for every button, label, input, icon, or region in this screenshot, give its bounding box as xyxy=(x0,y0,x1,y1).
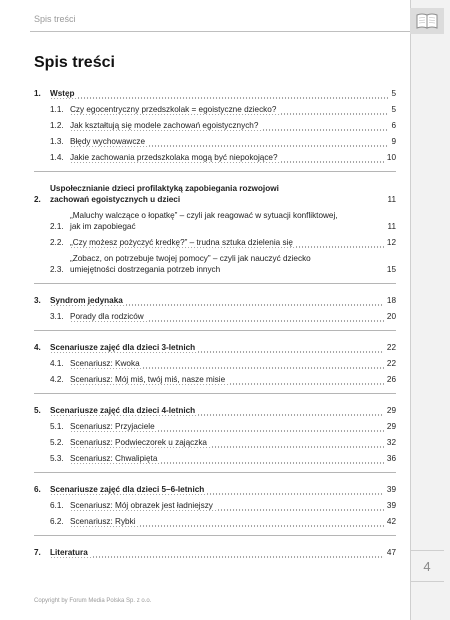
entry-number: 5.1. xyxy=(50,422,64,431)
entry-number: 5.3. xyxy=(50,454,64,463)
entry-title-line: Scenariusze zajęć dla dzieci 3-letnich xyxy=(50,343,198,352)
toc-chapter xyxy=(34,183,396,205)
entry-title xyxy=(70,104,388,115)
page-number: 4 xyxy=(410,550,444,582)
toc-subsection xyxy=(34,437,396,448)
entry-number: 3.1. xyxy=(50,312,64,321)
entry-number: 5.2. xyxy=(50,438,64,447)
right-margin-band xyxy=(410,0,450,620)
entry-number: 7. xyxy=(34,548,41,557)
entry-title xyxy=(70,237,384,248)
entry-page-number: 22 xyxy=(384,342,396,353)
entry-title xyxy=(70,421,384,432)
entry-number: 1.3. xyxy=(50,137,64,146)
toc-section-block xyxy=(34,342,396,394)
entry-title-line: „Zobacz, on potrzebuje twojej pomocy” – czyli jak nauczyć dziecko xyxy=(70,254,314,263)
entry-number: 4.2. xyxy=(50,375,64,384)
page-title: Spis treści xyxy=(34,54,115,71)
entry-title-line: Scenariusz: Mój obrazek jest ładniejszy xyxy=(70,501,216,510)
entry-title-line: Literatura xyxy=(50,548,91,557)
table-of-contents xyxy=(34,88,396,577)
entry-number: 4. xyxy=(34,343,41,352)
entry-title-line: Jakie zachowania przedszkolaka mogą być niepokojące? xyxy=(70,153,281,162)
entry-page-number: 36 xyxy=(384,453,396,464)
toc-section-block xyxy=(34,547,396,566)
entry-title xyxy=(50,88,388,99)
entry-number: 1.2. xyxy=(50,121,64,130)
entry-title xyxy=(50,405,384,416)
entry-title-line: Czy egocentryczny przedszkolak = egoistyczne dziecko? xyxy=(70,105,279,114)
entry-title-line: „Maluchy walczące o łopatkę” – czyli jak reagować w sytuacji konfliktowej, xyxy=(70,211,341,220)
entry-title-line: jak im zapobiegać xyxy=(70,222,139,231)
entry-title xyxy=(70,136,388,147)
entry-title xyxy=(70,152,384,163)
toc-subsection xyxy=(34,453,396,464)
entry-page-number: 11 xyxy=(385,194,397,205)
toc-subsection xyxy=(34,104,396,115)
entry-number: 6.2. xyxy=(50,517,64,526)
entry-title-line: Scenariusz: Podwieczorek u zajączka xyxy=(70,438,210,447)
toc-subsection xyxy=(34,136,396,147)
entry-page-number: 15 xyxy=(384,264,396,275)
entry-number: 2.3. xyxy=(50,265,64,274)
entry-title-line: Scenariusz: Kwoka xyxy=(70,359,143,368)
entry-page-number: 11 xyxy=(385,221,397,232)
entry-number: 2. xyxy=(34,195,41,204)
entry-title xyxy=(50,342,384,353)
toc-chapter xyxy=(34,547,396,558)
toc-subsection xyxy=(34,120,396,131)
entry-title xyxy=(70,500,384,511)
entry-title xyxy=(70,253,384,275)
entry-page-number: 6 xyxy=(388,120,396,131)
entry-title-line: zachowań egoistycznych u dzieci xyxy=(50,195,183,204)
toc-subsection xyxy=(34,210,396,232)
toc-subsection xyxy=(34,374,396,385)
entry-page-number: 29 xyxy=(384,405,396,416)
toc-subsection xyxy=(34,500,396,511)
entry-title-line: Scenariusz: Chwalipięta xyxy=(70,454,160,463)
running-header: Spis treści xyxy=(34,14,76,24)
entry-title xyxy=(70,516,384,527)
entry-title-line: Błędy wychowawcze xyxy=(70,137,148,146)
entry-page-number: 18 xyxy=(384,295,396,306)
entry-title-line: Wstęp xyxy=(50,89,78,98)
entry-title-line: „Czy możesz pożyczyć kredkę?” – trudna sztuka dzielenia się xyxy=(70,238,296,247)
toc-subsection xyxy=(34,311,396,322)
entry-title-line: umiejętności dostrzegania potrzeb innych xyxy=(70,265,223,274)
entry-number: 1.4. xyxy=(50,153,64,162)
entry-page-number: 39 xyxy=(384,484,396,495)
entry-number: 2.2. xyxy=(50,238,64,247)
entry-number: 6.1. xyxy=(50,501,64,510)
entry-title xyxy=(70,358,384,369)
entry-number: 1. xyxy=(34,89,41,98)
toc-chapter xyxy=(34,88,396,99)
entry-number: 5. xyxy=(34,406,41,415)
entry-title xyxy=(70,311,384,322)
toc-subsection xyxy=(34,421,396,432)
header-rule xyxy=(30,31,410,32)
entry-number: 3. xyxy=(34,296,41,305)
toc-chapter xyxy=(34,484,396,495)
entry-number: 1.1. xyxy=(50,105,64,114)
entry-title-line: Jak kształtują się modele zachowań egoistycznych? xyxy=(70,121,261,130)
book-icon-box xyxy=(410,8,444,34)
entry-title-line: Scenariusz: Mój miś, twój miś, nasze misie xyxy=(70,375,228,384)
entry-page-number: 32 xyxy=(384,437,396,448)
entry-title-line: Porady dla rodziców xyxy=(70,312,147,321)
entry-page-number: 39 xyxy=(384,500,396,511)
entry-page-number: 42 xyxy=(384,516,396,527)
toc-subsection xyxy=(34,253,396,275)
toc-section-block xyxy=(34,295,396,331)
entry-title-line: Scenariusz: Rybki xyxy=(70,517,139,526)
toc-section-block xyxy=(34,183,396,284)
entry-title xyxy=(50,295,384,306)
entry-page-number: 5 xyxy=(388,104,396,115)
toc-subsection xyxy=(34,237,396,248)
entry-title-line: Syndrom jedynaka xyxy=(50,296,126,305)
entry-page-number: 22 xyxy=(384,358,396,369)
toc-subsection xyxy=(34,516,396,527)
entry-title xyxy=(70,210,385,232)
entry-title xyxy=(70,453,384,464)
toc-section-block xyxy=(34,405,396,473)
toc-subsection xyxy=(34,152,396,163)
toc-chapter xyxy=(34,342,396,353)
entry-title xyxy=(50,547,384,558)
toc-section-block xyxy=(34,484,396,536)
entry-title-line: Scenariusze zajęć dla dzieci 5–6-letnich xyxy=(50,485,207,494)
entry-title-line: Scenariusze zajęć dla dzieci 4-letnich xyxy=(50,406,198,415)
entry-title xyxy=(50,484,384,495)
entry-page-number: 26 xyxy=(384,374,396,385)
toc-section-block xyxy=(34,88,396,172)
entry-page-number: 29 xyxy=(384,421,396,432)
entry-page-number: 10 xyxy=(384,152,396,163)
toc-chapter xyxy=(34,295,396,306)
entry-page-number: 47 xyxy=(384,547,396,558)
copyright-footer: Copyright by Forum Media Polska Sp. z o.o. xyxy=(34,598,152,604)
book-icon xyxy=(416,13,438,29)
toc-chapter xyxy=(34,405,396,416)
entry-title-line: Scenariusz: Przyjaciele xyxy=(70,422,158,431)
entry-number: 4.1. xyxy=(50,359,64,368)
entry-page-number: 9 xyxy=(388,136,396,147)
entry-page-number: 12 xyxy=(384,237,396,248)
entry-number: 2.1. xyxy=(50,222,64,231)
entry-number: 6. xyxy=(34,485,41,494)
entry-title-line: Uspołecznianie dzieci profilaktyką zapobiegania rozwojowi xyxy=(50,184,282,193)
toc-subsection xyxy=(34,358,396,369)
entry-title xyxy=(50,183,385,205)
entry-title xyxy=(70,374,384,385)
entry-title xyxy=(70,437,384,448)
entry-page-number: 20 xyxy=(384,311,396,322)
entry-page-number: 5 xyxy=(388,88,396,99)
entry-title xyxy=(70,120,388,131)
